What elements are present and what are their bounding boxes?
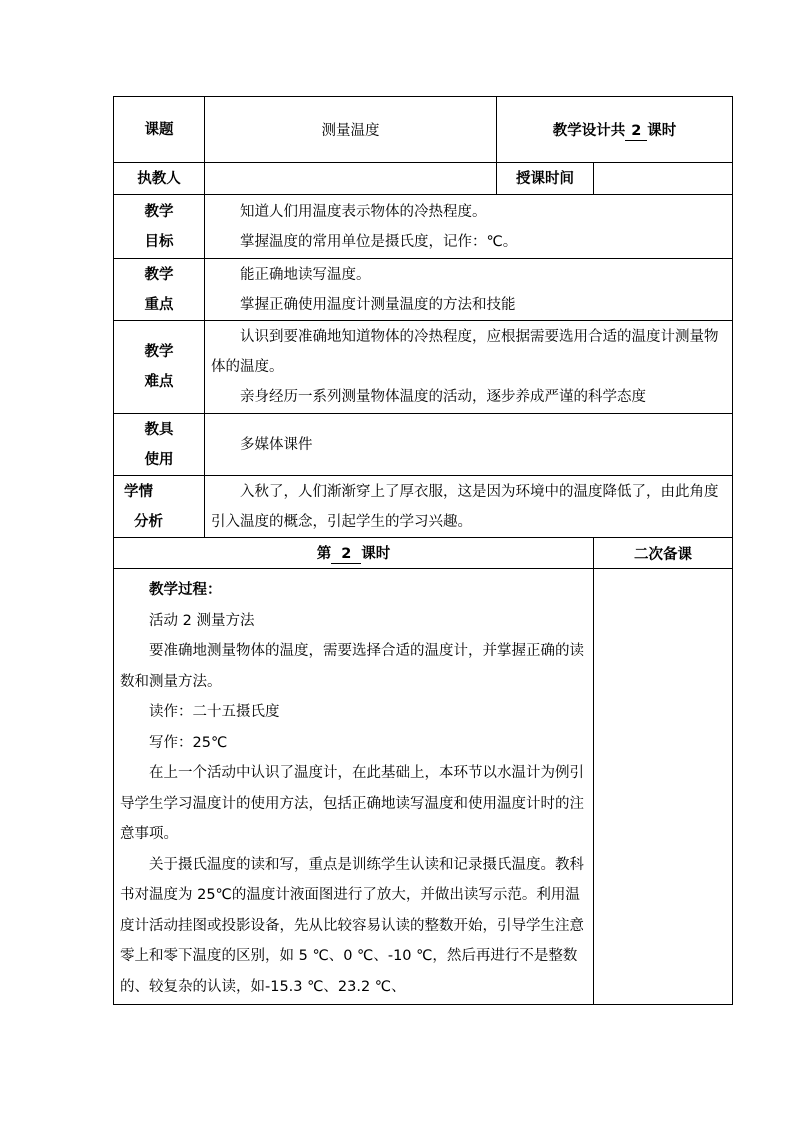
topic-label: 课题 bbox=[114, 97, 205, 163]
process-write: 写作：25℃ bbox=[149, 734, 228, 751]
session-suffix: 课时 bbox=[361, 546, 391, 562]
key-points-label-line2: 重点 bbox=[144, 296, 174, 313]
tools-content bbox=[205, 414, 733, 476]
design-prefix: 教学设计共 bbox=[552, 122, 626, 139]
topic-value: 测量温度 bbox=[205, 97, 497, 163]
difficulty-item: 亲身经历一系列测量物体温度的活动，逐步养成严谨的科学态度 bbox=[240, 389, 646, 405]
second-prep-heading: 二次备课 bbox=[594, 538, 733, 569]
difficulties-content bbox=[205, 321, 733, 414]
time-label: 授课时间 bbox=[497, 163, 594, 195]
key-points-row bbox=[114, 259, 733, 321]
second-prep-notes bbox=[594, 569, 733, 1005]
process-paragraph: 在上一个活动中认识了温度计，在此基础上，本环节以水温计为例引导学生学习温度计的使用方法，包括正确地读写温度和使用温度计时的注意事项。 bbox=[120, 765, 584, 842]
key-point-item: 能正确地读写温度。 bbox=[240, 266, 371, 283]
session-heading bbox=[114, 538, 594, 569]
objective-item: 掌握温度的常用单位是摄氏度，记作：℃。 bbox=[240, 233, 518, 250]
objectives-content bbox=[205, 195, 733, 259]
difficulty-item: 认识到要准确地知道物体的冷热程度，应根据需要选用合适的温度计测量物体的温度。 bbox=[211, 329, 719, 375]
difficulties-label-line1: 教学 bbox=[144, 344, 174, 360]
teaching-process bbox=[114, 569, 594, 1005]
process-activity: 活动 2 测量方法 bbox=[149, 612, 255, 629]
lesson-plan-table bbox=[113, 96, 733, 1005]
tools-label-line1: 教具 bbox=[144, 421, 174, 438]
session-prefix: 第 bbox=[316, 546, 332, 562]
analysis-row bbox=[114, 476, 733, 538]
design-session-count: 2 bbox=[625, 122, 647, 141]
analysis-label-line1: 学情 bbox=[124, 483, 153, 500]
difficulties-label-line2: 难点 bbox=[144, 374, 174, 390]
analysis-label bbox=[114, 476, 205, 538]
process-title: 教学过程： bbox=[149, 582, 222, 598]
difficulties-label bbox=[114, 321, 205, 414]
key-points-content bbox=[205, 259, 733, 321]
key-points-label bbox=[114, 259, 205, 321]
design-suffix: 课时 bbox=[647, 122, 677, 139]
objectives-label bbox=[114, 195, 205, 259]
teacher-row bbox=[114, 163, 733, 195]
session-row bbox=[114, 538, 733, 569]
time-value bbox=[594, 163, 733, 195]
tools-label bbox=[114, 414, 205, 476]
objectives-label-line1: 教学 bbox=[144, 203, 174, 220]
design-sessions bbox=[497, 97, 733, 163]
process-row bbox=[114, 569, 733, 1005]
process-read: 读作：二十五摄氏度 bbox=[149, 704, 280, 720]
teacher-label: 执教人 bbox=[114, 163, 205, 195]
topic-row bbox=[114, 97, 733, 163]
tools-label-line2: 使用 bbox=[144, 451, 174, 468]
session-number: 2 bbox=[331, 545, 361, 564]
teacher-value bbox=[205, 163, 497, 195]
process-paragraph: 要准确地测量物体的温度，需要选择合适的温度计，并掌握正确的读数和测量方法。 bbox=[120, 643, 584, 690]
analysis-content bbox=[205, 476, 733, 538]
analysis-label-line2: 分析 bbox=[134, 513, 163, 530]
objectives-label-line2: 目标 bbox=[144, 233, 174, 250]
key-point-item: 掌握正确使用温度计测量温度的方法和技能 bbox=[240, 296, 516, 313]
tools-text: 多媒体课件 bbox=[240, 436, 313, 453]
tools-row bbox=[114, 414, 733, 476]
key-points-label-line1: 教学 bbox=[144, 266, 174, 283]
process-paragraph: 关于摄氏温度的读和写，重点是训练学生认读和记录摄氏温度。教科书对温度为 25℃的温度计液面图进行了放大，并做出读写示范。利用温度计活动挂图或投影设备，先从比较容易认读的整数开始，引导学生注意零上和零下温度的区别，如 5 ℃、0 ℃、-10 ℃，然后再进行不是整数的、较复杂的认读，如-15.3 ℃、23.2 ℃、 bbox=[120, 856, 584, 995]
analysis-text: 入秋了，人们渐渐穿上了厚衣服，这是因为环境中的温度降低了，由此角度引入温度的概念，引起学生的学习兴趣。 bbox=[211, 483, 719, 530]
objectives-row bbox=[114, 195, 733, 259]
difficulties-row bbox=[114, 321, 733, 414]
objective-item: 知道人们用温度表示物体的冷热程度。 bbox=[240, 203, 487, 220]
